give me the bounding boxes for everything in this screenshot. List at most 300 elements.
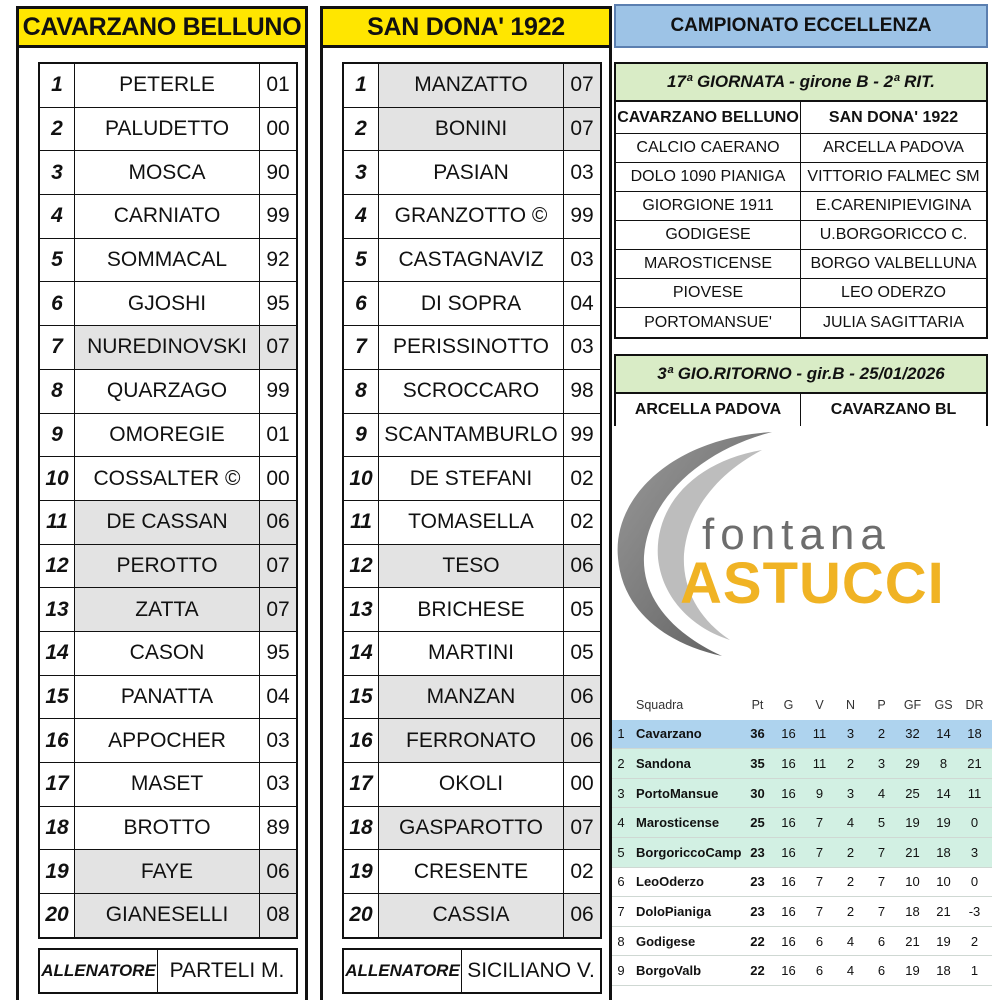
standings-g: 16 [781, 726, 796, 742]
standings-gf: 10 [905, 874, 920, 890]
player-number: 15 [344, 676, 379, 719]
standings-dr: 21 [967, 755, 982, 771]
standings-header-cell: GS [934, 697, 953, 712]
standings-gf: 18 [905, 903, 920, 919]
player-year: 99 [266, 379, 290, 403]
player-row [344, 239, 600, 283]
player-year: 03 [266, 772, 290, 796]
standings-pos: 4 [617, 815, 625, 831]
standings-n: 4 [846, 933, 855, 949]
player-year: 05 [570, 597, 594, 621]
standings-pos: 6 [617, 874, 625, 890]
player-name: SCROCCARO [379, 370, 564, 413]
player-name: NUREDINOVSKI [75, 326, 260, 369]
standings-gf: 29 [905, 755, 920, 771]
standings-gf: 21 [905, 844, 920, 860]
standings-points: 22 [750, 963, 765, 979]
player-year: 07 [564, 108, 600, 151]
match-away: BORGO VALBELLUNA [810, 255, 977, 272]
player-year: 01 [266, 73, 290, 97]
player-year: 04 [570, 291, 594, 315]
standings-gs: 8 [939, 755, 948, 771]
standings-team: Godigese [636, 933, 696, 949]
match-home: DOLO 1090 PIANIGA [616, 163, 801, 191]
player-number: 5 [40, 239, 75, 282]
sponsor-logo [612, 428, 992, 658]
coach-label: ALLENATORE [40, 950, 158, 992]
standings-header-cell: Pt [751, 697, 764, 712]
player-number: 7 [40, 326, 75, 369]
player-number: 16 [344, 719, 379, 762]
standings-table [612, 690, 992, 986]
standings-gf: 21 [905, 933, 920, 949]
standings-pos: 2 [617, 755, 625, 771]
standings-dr: 0 [970, 815, 979, 831]
standings-points: 23 [750, 874, 765, 890]
coach-row [38, 948, 298, 994]
player-name: SOMMACAL [75, 239, 260, 282]
match-away: LEO ODERZO [841, 284, 946, 301]
player-number: 11 [344, 501, 379, 544]
standings-header [612, 690, 992, 720]
player-name: PALUDETTO [75, 108, 260, 151]
player-row [40, 370, 296, 414]
match-row [616, 163, 986, 192]
player-number: 11 [40, 501, 75, 544]
standings-p: 2 [877, 726, 886, 742]
match-row [616, 192, 986, 221]
player-year: 95 [266, 291, 290, 315]
player-number: 12 [40, 545, 75, 588]
player-name: APPOCHER [75, 719, 260, 762]
player-year: 03 [570, 248, 594, 272]
player-row [40, 676, 296, 720]
player-year: 98 [570, 379, 594, 403]
player-year: 02 [570, 859, 594, 883]
player-row [40, 545, 296, 589]
match-row [616, 221, 986, 250]
standings-v: 11 [812, 726, 827, 742]
player-name: CASSIA [379, 894, 564, 937]
player-row [40, 195, 296, 239]
standings-gs: 10 [936, 874, 951, 890]
standings-g: 16 [781, 933, 796, 949]
coach-name: SICILIANO V. [467, 959, 595, 982]
player-year: 06 [260, 501, 296, 544]
next-match-title: 3ª GIO.RITORNO - gir.B - 25/01/2026 [616, 356, 986, 394]
player-year: 00 [570, 772, 594, 796]
standings-pos: 5 [617, 844, 625, 860]
player-number: 4 [344, 195, 379, 238]
player-row [40, 108, 296, 152]
logo-text-fontana: fontana [702, 510, 891, 559]
player-row [40, 414, 296, 458]
player-number: 5 [344, 239, 379, 282]
next-match-away: CAVARZANO BL [830, 401, 957, 418]
standings-n: 3 [846, 726, 855, 742]
matchday-title: 17ª GIORNATA - girone B - 2ª RIT. [616, 64, 986, 102]
standings-team: BorgoriccoCamp [636, 844, 742, 860]
match-home: PIOVESE [616, 279, 801, 307]
standings-points: 36 [750, 726, 765, 742]
player-year: 03 [570, 160, 594, 184]
standings-points: 23 [750, 844, 765, 860]
player-number: 16 [40, 719, 75, 762]
player-name: TOMASELLA [379, 501, 564, 544]
player-name: ZATTA [75, 588, 260, 631]
next-match-row [616, 394, 986, 426]
player-year: 99 [570, 204, 594, 228]
player-number: 20 [344, 894, 379, 937]
standings-p: 4 [877, 785, 886, 801]
player-name: QUARZAGO [75, 370, 260, 413]
standings-team: DoloPianiga [636, 903, 712, 919]
standings-n: 4 [846, 963, 855, 979]
match-away: VITTORIO FALMEC SM [807, 168, 980, 185]
player-row [40, 239, 296, 283]
player-name: DE CASSAN [75, 501, 260, 544]
match-row [616, 279, 986, 308]
player-row [344, 501, 600, 545]
player-row [40, 894, 296, 938]
standings-pos: 1 [617, 726, 625, 742]
standings-n: 4 [846, 815, 855, 831]
standings-pos: 8 [617, 933, 625, 949]
coach-row [342, 948, 602, 994]
player-name: PANATTA [75, 676, 260, 719]
player-name: TESO [379, 545, 564, 588]
player-row [40, 151, 296, 195]
player-number: 3 [40, 151, 75, 194]
player-number: 18 [40, 807, 75, 850]
standings-p: 7 [877, 903, 886, 919]
player-number: 1 [40, 64, 75, 107]
standings-gs: 18 [936, 963, 951, 979]
coach-name: PARTELI M. [169, 959, 285, 982]
player-number: 3 [344, 151, 379, 194]
standings-gs: 21 [936, 903, 951, 919]
standings-g: 16 [781, 874, 796, 890]
player-name: MARTINI [379, 632, 564, 675]
player-row [40, 282, 296, 326]
roster-table [38, 62, 298, 939]
player-row [344, 326, 600, 370]
player-row [40, 457, 296, 501]
standings-row [612, 779, 992, 809]
player-name: FERRONATO [379, 719, 564, 762]
player-row [344, 850, 600, 894]
player-row [344, 370, 600, 414]
standings-g: 16 [781, 785, 796, 801]
standings-gs: 18 [936, 844, 951, 860]
player-number: 7 [344, 326, 379, 369]
player-year: 03 [570, 335, 594, 359]
match-home: MAROSTICENSE [616, 250, 801, 278]
player-year: 03 [266, 728, 290, 752]
standings-row [612, 956, 992, 986]
player-row [344, 414, 600, 458]
standings-row [612, 749, 992, 779]
standings-team: Sandona [636, 755, 691, 771]
standings-gs: 19 [936, 933, 951, 949]
standings-header-cell: GF [903, 697, 922, 712]
standings-n: 3 [846, 785, 855, 801]
standings-header-cell: P [877, 697, 886, 712]
player-name: BROTTO [75, 807, 260, 850]
player-year: 00 [266, 466, 290, 490]
standings-points: 25 [750, 815, 765, 831]
player-number: 9 [40, 414, 75, 457]
player-number: 14 [40, 632, 75, 675]
standings-points: 30 [750, 785, 765, 801]
match-away: E.CARENIPIEVIGINA [815, 197, 972, 214]
standings-row [612, 897, 992, 927]
standings-gs: 14 [936, 785, 951, 801]
player-number: 13 [344, 588, 379, 631]
standings-v: 9 [815, 785, 824, 801]
standings-row [612, 808, 992, 838]
player-row [344, 632, 600, 676]
standings-dr: 18 [967, 726, 982, 742]
standings-gs: 14 [936, 726, 951, 742]
standings-row [612, 838, 992, 868]
standings-p: 3 [877, 755, 886, 771]
player-number: 12 [344, 545, 379, 588]
player-year: 99 [570, 422, 594, 446]
standings-n: 2 [846, 844, 855, 860]
player-row [344, 282, 600, 326]
player-number: 1 [344, 64, 379, 107]
player-name: DI SOPRA [379, 282, 564, 325]
player-year: 06 [564, 719, 600, 762]
player-name: MANZATTO [379, 64, 564, 107]
player-year: 07 [260, 588, 296, 631]
championship-title: CAMPIONATO ECCELLENZA [614, 4, 988, 48]
standings-g: 16 [781, 963, 796, 979]
player-row [344, 195, 600, 239]
player-year: 07 [260, 545, 296, 588]
standings-g: 16 [781, 903, 796, 919]
player-name: CARNIATO [75, 195, 260, 238]
player-year: 07 [564, 64, 600, 107]
player-name: OKOLI [379, 763, 564, 806]
standings-header-cell: G [783, 697, 794, 712]
matchday-header-away: SAN DONA' 1922 [828, 108, 959, 126]
player-number: 9 [344, 414, 379, 457]
player-number: 8 [344, 370, 379, 413]
player-name: DE STEFANI [379, 457, 564, 500]
player-year: 01 [266, 422, 290, 446]
standings-team: PortoMansue [636, 785, 719, 801]
player-name: MANZAN [379, 676, 564, 719]
player-number: 19 [344, 850, 379, 893]
player-year: 90 [266, 160, 290, 184]
player-row [344, 545, 600, 589]
standings-g: 16 [781, 844, 796, 860]
player-name: MASET [75, 763, 260, 806]
standings-dr: 2 [970, 933, 979, 949]
standings-points: 35 [750, 755, 765, 771]
player-year: 02 [570, 510, 594, 534]
player-number: 15 [40, 676, 75, 719]
standings-dr: 3 [970, 844, 979, 860]
standings-team: BorgoValb [636, 963, 702, 979]
standings-points: 22 [750, 933, 765, 949]
player-year: 06 [260, 850, 296, 893]
match-away: U.BORGORICCO C. [819, 226, 968, 243]
standings-v: 11 [812, 755, 827, 771]
standings-g: 16 [781, 815, 796, 831]
team-title: CAVARZANO BELLUNO [16, 6, 308, 48]
player-year: 07 [260, 326, 296, 369]
standings-v: 7 [815, 815, 824, 831]
standings-gf: 32 [905, 726, 920, 742]
standings-header-cell: DR [965, 697, 984, 712]
player-row [40, 719, 296, 763]
player-row [40, 64, 296, 108]
player-name: CASTAGNAVIZ [379, 239, 564, 282]
player-row [344, 588, 600, 632]
player-number: 10 [40, 457, 75, 500]
match-row [616, 250, 986, 279]
match-home: GODIGESE [616, 221, 801, 249]
player-row [40, 807, 296, 851]
matchday-box [614, 62, 988, 339]
standings-p: 7 [877, 874, 886, 890]
match-home: PORTOMANSUE' [616, 308, 801, 337]
standings-gs: 19 [936, 815, 951, 831]
player-row [40, 763, 296, 807]
player-name: BRICHESE [379, 588, 564, 631]
standings-header-cell: Squadra [636, 697, 684, 712]
player-name: CASON [75, 632, 260, 675]
player-name: OMOREGIE [75, 414, 260, 457]
player-name: CRESENTE [379, 850, 564, 893]
coach-label: ALLENATORE [344, 950, 462, 992]
standings-pos: 7 [617, 903, 625, 919]
player-year: 05 [570, 641, 594, 665]
player-number: 20 [40, 894, 75, 937]
player-name: PEROTTO [75, 545, 260, 588]
player-row [344, 64, 600, 108]
player-number: 6 [40, 282, 75, 325]
standings-gf: 25 [905, 785, 920, 801]
standings-team: Marosticense [636, 815, 720, 831]
matchday-header-home: CAVARZANO BELLUNO [616, 102, 801, 133]
player-number: 18 [344, 807, 379, 850]
player-row [344, 807, 600, 851]
standings-header-cell: N [845, 697, 856, 712]
player-year: 06 [564, 676, 600, 719]
roster-table [342, 62, 602, 939]
player-row [40, 588, 296, 632]
player-row [344, 763, 600, 807]
standings-team: Cavarzano [636, 726, 702, 742]
player-row [344, 894, 600, 938]
standings-team: LeoOderzo [636, 874, 704, 890]
player-number: 2 [344, 108, 379, 151]
player-name: GJOSHI [75, 282, 260, 325]
player-year: 95 [266, 641, 290, 665]
match-home: GIORGIONE 1911 [616, 192, 801, 220]
standings-v: 6 [815, 963, 824, 979]
standings-v: 7 [815, 903, 824, 919]
player-number: 14 [344, 632, 379, 675]
match-away: JULIA SAGITTARIA [822, 313, 965, 331]
standings-g: 16 [781, 755, 796, 771]
standings-gf: 19 [905, 963, 920, 979]
matchday-header [616, 102, 986, 134]
standings-header-cell: V [815, 697, 824, 712]
player-row [344, 108, 600, 152]
player-row [40, 501, 296, 545]
standings-row [612, 868, 992, 898]
standings-points: 23 [750, 903, 765, 919]
player-number: 17 [40, 763, 75, 806]
player-year: 04 [266, 684, 290, 708]
player-name: GRANZOTTO © [379, 195, 564, 238]
player-row [344, 457, 600, 501]
player-row [344, 151, 600, 195]
next-match-box [614, 354, 988, 426]
standings-n: 2 [846, 755, 855, 771]
standings-row [612, 927, 992, 957]
player-row [344, 676, 600, 720]
standings-row [612, 720, 992, 750]
match-away: ARCELLA PADOVA [823, 139, 964, 156]
standings-dr: 11 [967, 785, 982, 801]
player-name: SCANTAMBURLO [379, 414, 564, 457]
standings-v: 7 [815, 874, 824, 890]
standings-p: 6 [877, 933, 886, 949]
player-name: COSSALTER © [75, 457, 260, 500]
player-row [344, 719, 600, 763]
standings-pos: 3 [617, 785, 625, 801]
match-row [616, 308, 986, 337]
player-year: 92 [266, 248, 290, 272]
player-name: GIANESELLI [75, 894, 260, 937]
logo-text-astucci: ASTUCCI [680, 551, 945, 616]
player-number: 10 [344, 457, 379, 500]
team-title: SAN DONA' 1922 [320, 6, 612, 48]
standings-n: 2 [846, 903, 855, 919]
player-name: FAYE [75, 850, 260, 893]
team-column-cavarzano [16, 0, 308, 1000]
standings-dr: 1 [970, 963, 979, 979]
player-name: PASIAN [379, 151, 564, 194]
player-row [40, 632, 296, 676]
player-name: PERISSINOTTO [379, 326, 564, 369]
player-number: 13 [40, 588, 75, 631]
standings-p: 5 [877, 815, 886, 831]
team-column-sandona [320, 0, 612, 1000]
next-match-home: ARCELLA PADOVA [616, 394, 801, 426]
player-year: 06 [564, 545, 600, 588]
standings-p: 7 [877, 844, 886, 860]
match-row [616, 134, 986, 163]
matchday-list [616, 134, 986, 337]
player-year: 08 [260, 894, 296, 937]
player-name: MOSCA [75, 151, 260, 194]
standings-p: 6 [877, 963, 886, 979]
standings-dr: 0 [970, 874, 979, 890]
player-name: BONINI [379, 108, 564, 151]
standings-n: 2 [846, 874, 855, 890]
standings-gf: 19 [905, 815, 920, 831]
player-number: 8 [40, 370, 75, 413]
player-year: 07 [564, 807, 600, 850]
player-year: 02 [570, 466, 594, 490]
